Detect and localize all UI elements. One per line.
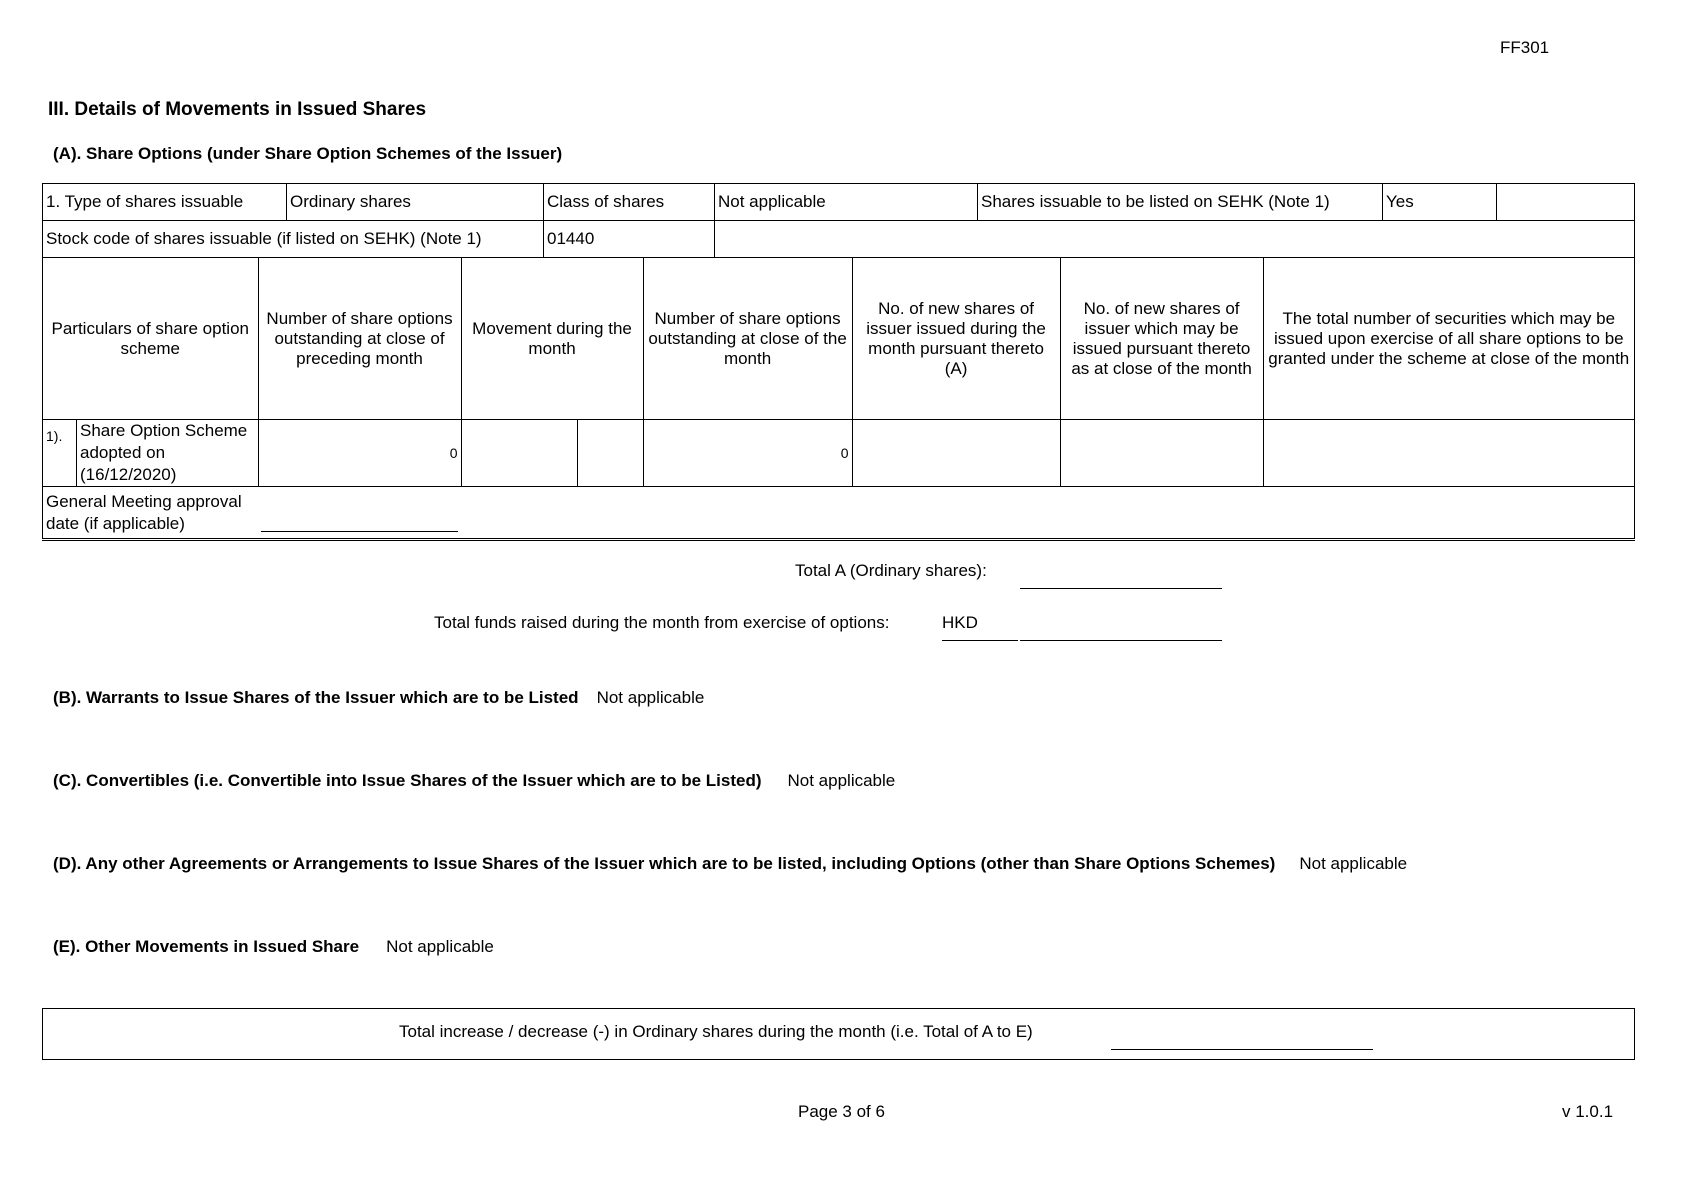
- col-particulars: Particulars of share option scheme: [43, 258, 259, 420]
- funds-label: Total funds raised during the month from exercise of options:: [434, 613, 890, 632]
- section-c-value: Not applicable: [787, 771, 896, 790]
- section-d: [53, 854, 1407, 874]
- stock-code-value: 01440: [544, 221, 715, 258]
- row-outstanding-preceding: 0: [258, 420, 461, 487]
- empty-cell: [1497, 184, 1635, 221]
- version: v 1.0.1: [1562, 1102, 1614, 1121]
- row-new-issuable: [1060, 420, 1263, 487]
- type-label: 1. Type of shares issuable: [43, 184, 287, 221]
- empty-cell: [461, 487, 1635, 540]
- share-type-table: [42, 183, 1635, 258]
- section-b-value: Not applicable: [596, 688, 705, 707]
- class-label: Class of shares: [544, 184, 715, 221]
- share-options-table: [42, 257, 1635, 541]
- section-b-title: . Warrants to Issue Shares of the Issuer which are to be Listed: [76, 688, 579, 707]
- section-e-title: . Other Movements in Issued Share: [75, 937, 360, 956]
- type-value: Ordinary shares: [287, 184, 544, 221]
- movement-cell-2: [577, 420, 643, 487]
- row-scheme-name: Share Option Scheme adopted on (16/12/2020): [77, 420, 259, 487]
- section-d-value: Not applicable: [1299, 854, 1408, 873]
- form-code: FF301: [1500, 38, 1550, 57]
- section-d-title: . Any other Agreements or Arrangements to Issue Shares of the Issuer which are to be listed, including Options (other than Share Options Schemes): [76, 854, 1276, 873]
- col-new-issued: No. of new shares of issuer issued during the month pursuant thereto (A): [852, 258, 1060, 420]
- section-b: [53, 688, 704, 708]
- total-a-label: Total A (Ordinary shares):: [795, 561, 987, 580]
- section-c-title: . Convertibles (i.e. Convertible into Issue Shares of the Issuer which are to be Listed): [76, 771, 762, 790]
- col-total-securities: The total number of securities which may be issued upon exercise of all share options to be granted under the scheme at close of the month: [1263, 258, 1634, 420]
- section-d-label: (D): [53, 854, 77, 873]
- funds-currency: HKD: [942, 613, 978, 632]
- listed-value: Yes: [1383, 184, 1497, 221]
- section-a-label: (A): [53, 144, 77, 163]
- total-a-value: [1020, 588, 1222, 589]
- table-row: [43, 420, 1635, 487]
- row-new-issued: [852, 420, 1060, 487]
- section-c-label: (C): [53, 771, 77, 790]
- col-new-issuable: No. of new shares of issuer which may be issued pursuant thereto as at close of the month: [1060, 258, 1263, 420]
- section-e-value: Not applicable: [386, 937, 494, 956]
- empty-cell: [715, 221, 1635, 258]
- total-increase-label: Total increase / decrease (-) in Ordinary shares during the month (i.e. Total of A to E): [399, 1022, 1033, 1041]
- funds-currency-underline: [942, 640, 1018, 641]
- movement-cell-1: [461, 420, 577, 487]
- row-outstanding-close: 0: [643, 420, 852, 487]
- section-a-heading: [53, 144, 562, 164]
- row-index: 1).: [43, 420, 77, 487]
- section-a-title: . Share Options (under Share Option Schemes of the Issuer): [76, 144, 563, 163]
- gm-approval-date: [258, 487, 461, 540]
- col-outstanding-close: Number of share options outstanding at close of the month: [643, 258, 852, 420]
- col-outstanding-preceding: Number of share options outstanding at close of preceding month: [258, 258, 461, 420]
- section-title: III. Details of Movements in Issued Shares: [48, 99, 427, 120]
- section-b-label: (B): [53, 688, 77, 707]
- funds-value: [1020, 640, 1222, 641]
- col-movement: Movement during the month: [461, 258, 643, 420]
- row-total-securities: [1263, 420, 1634, 487]
- section-e: [53, 937, 494, 957]
- total-increase-value: [1111, 1049, 1373, 1050]
- listed-label: Shares issuable to be listed on SEHK (Note 1): [978, 184, 1383, 221]
- page-number: Page 3 of 6: [798, 1102, 885, 1121]
- stock-code-label: Stock code of shares issuable (if listed on SEHK) (Note 1): [43, 221, 544, 258]
- section-c: [53, 771, 895, 791]
- total-increase-box: [42, 1008, 1635, 1060]
- section-e-label: (E): [53, 937, 76, 956]
- class-value: Not applicable: [715, 184, 978, 221]
- gm-approval-label: General Meeting approval date (if applicable): [43, 487, 259, 540]
